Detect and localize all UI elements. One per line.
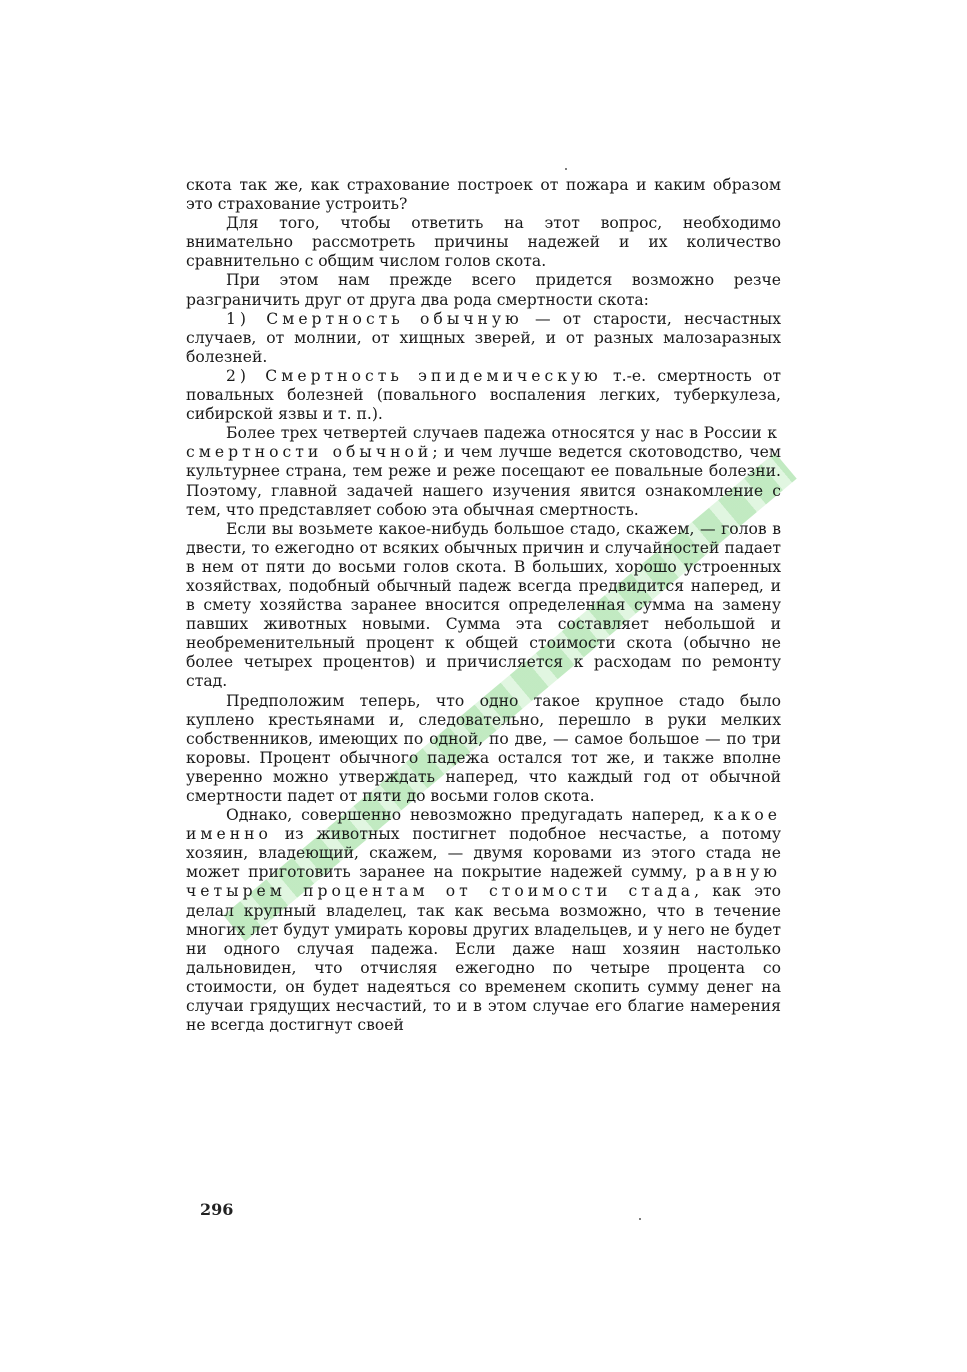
spaced-term: какое именно <box>186 806 781 844</box>
paragraph <box>186 424 781 519</box>
paragraph-text: т.-е. смертность от повальных болезней (повального воспаления легких, туберкулеза, сибирской язвы и т. п.). <box>186 366 781 424</box>
paragraph <box>186 310 781 367</box>
paragraph-text: ; и чем лучше ведется скотоводство, чем культурнее страна, тем реже и реже посещают ее повальные болезни. Поэтому, главной задачей нашего изучения явится ознакомление с тем, что представляет собою эта обычная смертность. <box>186 443 781 519</box>
paragraph-text: Более трех четвертей случаев падежа относятся у нас в России <box>226 424 768 443</box>
scan-speck <box>639 1218 641 1220</box>
paragraph: Если вы возьмете какое-нибудь большое стадо, скажем, — голов в двести, то ежегодно от всяких обычных причин и случайностей падает в нем от пяти до восьми голов скота. В больших, хорошо устроенных хозяйствах, подобный обычный падеж всегда предвидится наперед, и в смету хозяйства заранее вносится определенная сумма на замену павших животных новыми. Сумма эта составляет небольшой и необременительный процент к общей стоимости скота (обычно не более четырех процентов) и причисляется к расходам по ремонту стад. <box>186 519 781 691</box>
spaced-term: 1) Смертность обычную <box>226 309 523 328</box>
paragraph <box>186 806 781 1035</box>
paragraph-text: , как это делал крупный владелец, так как весьма возможно, что в течение многих лет будут умирать коровы других владельцев, и у него не будет ни одного случая падежа. Если даже наш хозяин настолько дальновиден, что отчисляя ежегодно по четыре процента со стоимости, он будет надеяться со временем скопить сумму денег на случаи грядущих несчастий, то и в этом случае его благие намерения не всегда достигнут своей <box>186 882 781 1035</box>
page-number: 296 <box>200 1200 234 1219</box>
scan-speck <box>565 168 567 170</box>
paragraph: Для того, чтобы ответить на этот вопрос, необходимо внимательно рассмотреть причины надежей и их количество сравнительно с общим числом голов скота. <box>186 214 781 271</box>
paragraph-text: — от старости, несчастных случаев, от молнии, от хищных зверей, и от разных малозаразных болезней. <box>186 309 781 366</box>
paragraph <box>186 367 781 424</box>
paragraph: Предположим теперь, что одно такое крупное стадо было куплено крестьянами и, следовательно, перешло в руки мелких собственников, имеющих по одной, по две, — самое большое — по три коровы. Процент обычного падежа остался тот же, и также вполне уверенно можно утверждать наперед, что каждый год от обычной смертности падет от пяти до восьми голов скота. <box>186 691 781 805</box>
spaced-term: 2) Смертность эпидемическую <box>226 366 602 385</box>
spaced-term: равную четырем процентам от стоимости стада <box>186 863 781 901</box>
paragraph-text: Однако, совершенно невозможно предугадать наперед, <box>226 806 714 825</box>
page-text <box>186 176 781 1035</box>
paragraph: скота так же, как страхование построек от пожара и каким образом это страхование устроить? <box>186 176 781 214</box>
paragraph: При этом нам прежде всего придется возможно резче разграничить друг от друга два рода смертности скота: <box>186 271 781 309</box>
paragraph-text: из животных постигнет подобное несчастье, а потому хозяин, владеющий, скажем, — двумя коровами из этого стада не может приготовить заранее на покрытие надежей сумму, <box>186 825 781 882</box>
spaced-term: к смертности обычной <box>186 424 781 462</box>
